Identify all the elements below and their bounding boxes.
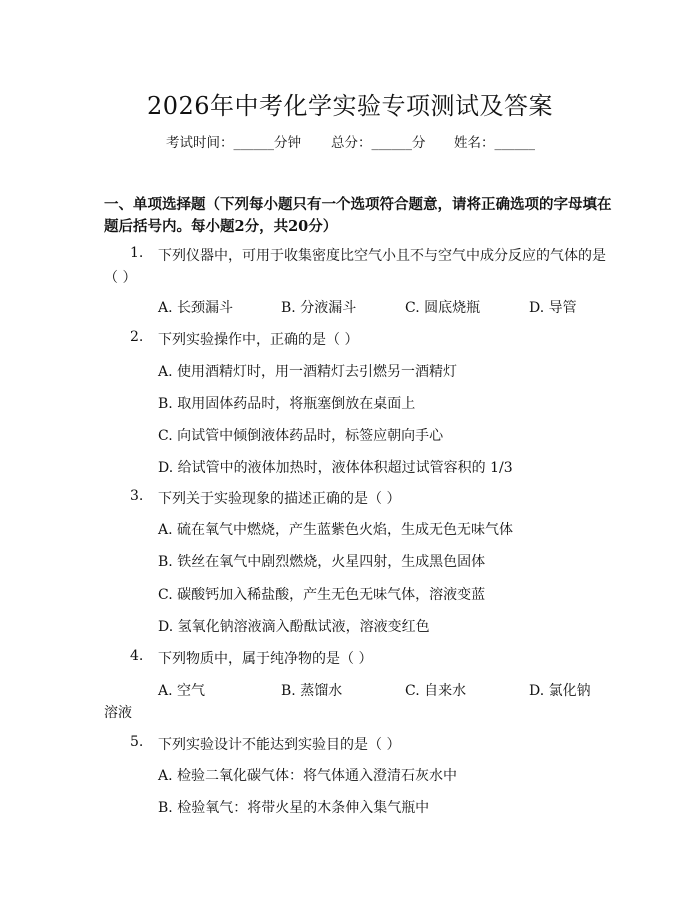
- option-c: C. 自来水: [405, 683, 467, 699]
- option-b: B. 取用固体药品时，将瓶塞倒放在桌面上: [158, 396, 416, 412]
- option-b: B. 分液漏斗: [281, 300, 357, 316]
- question-text: 下列仪器中，可用于收集密度比空气小且不与空气中成分反应的气体的是: [158, 248, 606, 264]
- question-text-cont: （ ）: [104, 270, 137, 286]
- question-number: 5.: [130, 734, 144, 750]
- option-d: D. 氯化钠: [529, 683, 591, 699]
- section-heading-cont: 题后括号内。每小题2分，共20分）: [104, 218, 338, 235]
- exam-time-field: 考试时间：______分钟: [166, 135, 301, 151]
- option-c: C. 向试管中倾倒液体药品时，标签应朝向手心: [158, 428, 444, 444]
- option-b: B. 检验氧气：将带火星的木条伸入集气瓶中: [158, 800, 430, 816]
- student-name-field: 姓名：______: [454, 135, 535, 151]
- question-number: 1.: [130, 245, 144, 261]
- question-text: 下列实验操作中，正确的是（ ）: [158, 332, 359, 348]
- question-number: 2.: [130, 329, 144, 345]
- option-d: D. 导管: [529, 300, 577, 316]
- page-title: 2026年中考化学实验专项测试及答案: [146, 92, 554, 120]
- section-heading: 一、单项选择题（下列每小题只有一个选项符合题意，请将正确选项的字母填在: [104, 196, 612, 213]
- total-score-field: 总分：______分: [331, 135, 426, 151]
- question-text: 下列物质中，属于纯净物的是（ ）: [158, 651, 373, 667]
- option-a: A. 长颈漏斗: [158, 300, 234, 316]
- question-number: 4.: [130, 648, 144, 664]
- question-text: 下列关于实验现象的描述正确的是（ ）: [158, 491, 401, 507]
- option-d: D. 给试管中的液体加热时，液体体积超过试管容积的 1/3: [158, 460, 513, 476]
- option-a: A. 硫在氧气中燃烧，产生蓝紫色火焰，生成无色无味气体: [158, 522, 514, 538]
- option-b: B. 铁丝在氧气中剧烈燃烧，火星四射，生成黑色固体: [158, 554, 486, 570]
- option-a: A. 检验二氧化碳气体：将气体通入澄清石灰水中: [158, 768, 458, 784]
- question-text: 下列实验设计不能达到实验目的是（ ）: [158, 737, 401, 753]
- question-number: 3.: [130, 488, 144, 504]
- option-c: C. 圆底烧瓶: [405, 300, 481, 316]
- option-d-cont: 溶液: [104, 705, 132, 721]
- option-d: D. 氢氧化钠溶液滴入酚酞试液，溶液变红色: [158, 619, 430, 635]
- option-b: B. 蒸馏水: [281, 683, 343, 699]
- option-a: A. 使用酒精灯时，用一酒精灯去引燃另一酒精灯: [158, 364, 458, 380]
- option-a: A. 空气: [158, 683, 206, 699]
- option-c: C. 碳酸钙加入稀盐酸，产生无色无味气体，溶液变蓝: [158, 587, 486, 603]
